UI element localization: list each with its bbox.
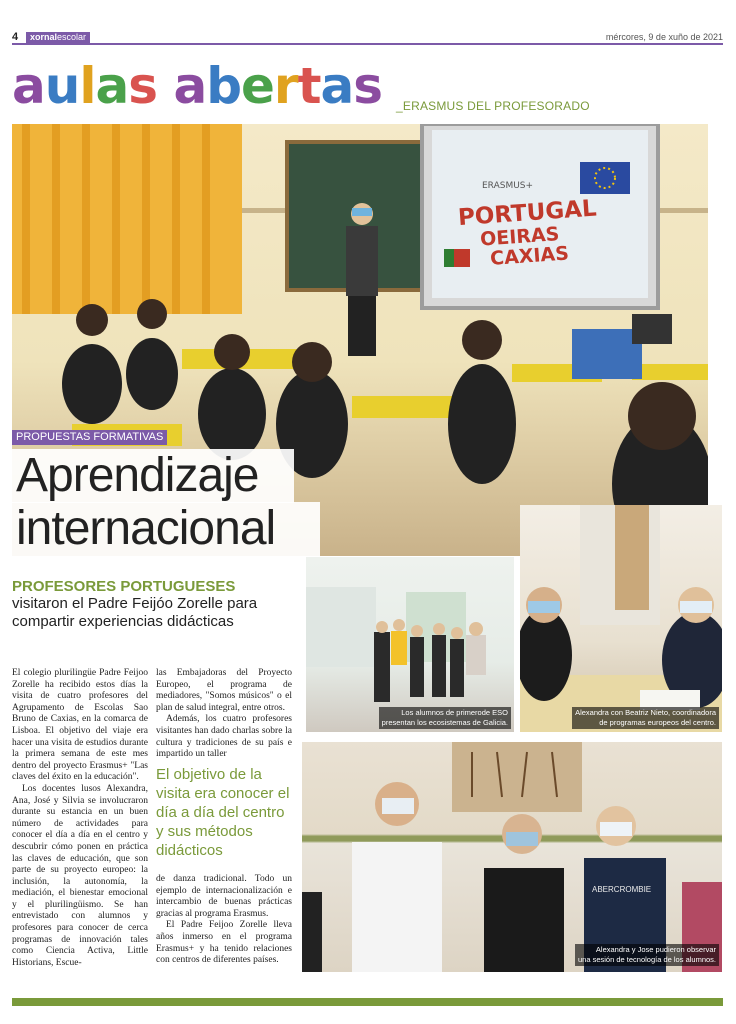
section-kicker: _ERASMUS DEL PROFESORADO xyxy=(396,99,590,113)
slide-line3: CAXIAS xyxy=(489,242,570,270)
photo-students xyxy=(306,557,514,732)
slide-line1: PORTUGAL xyxy=(457,195,598,232)
header-rule xyxy=(12,43,723,45)
subtitle-rest: visitaron el Padre Feijóo Zorelle para compartir experiencias didácticas xyxy=(12,595,258,630)
issue-date: mércores, 9 de xuño de 2021 xyxy=(605,32,723,42)
slide-small-text: ERASMUS+ xyxy=(482,181,534,191)
students-illustration xyxy=(306,557,514,732)
section-title-letter: a xyxy=(12,57,45,115)
paragraph: las Embajadoras del Proyecto Europeo, el programa de mediadores, "Somos músicos" o el plan de salud integral, entre otros. xyxy=(156,668,292,713)
technology-illustration xyxy=(302,742,722,972)
paragraph: Los docentes lusos Alexandra, Ana, José y Silvia se involucraron durante su estancia en un buen número de actividades para conocer el día a día en el centro y descubrir cómo ponen en práctica las claves de educación, que son parte de su proyecto europeo: la inclusión, la autonomía, la mediación, el bienestar emocional y el plurilingüismo. Se han entrevistado con alumnos y profesores para conocer de cerca programas de innovación tales como Ciencia Activa, Little Historians, Escue- xyxy=(12,783,148,968)
article-column-2 xyxy=(156,668,292,761)
caption-line: presentan los ecosistemas de Galicia. xyxy=(381,718,508,727)
brand-light: escolar xyxy=(57,32,87,42)
section-title-letter: s xyxy=(128,57,158,115)
paragraph: Además, los cuatro profesores visitantes han dado charlas sobre la cultura y tradiciones de su país e impartido un taller xyxy=(156,714,292,760)
photo-coordinators xyxy=(520,505,722,732)
photo-technology-caption xyxy=(575,944,719,966)
section-title-letter: b xyxy=(206,57,241,115)
section-title-letter xyxy=(157,54,173,118)
photo-technology xyxy=(302,742,722,972)
headline-line1: Aprendizaje xyxy=(12,449,294,503)
coordinators-illustration xyxy=(520,505,722,732)
shirt-text: ABERCROMBIE xyxy=(592,885,652,894)
article-column-2-continued xyxy=(156,874,292,967)
article-column-1 xyxy=(12,668,148,969)
photo-students-caption xyxy=(379,707,511,729)
section-title-letter: l xyxy=(79,57,96,115)
section-title-letter: s xyxy=(353,57,382,115)
section-title-letter: r xyxy=(273,57,298,115)
caption-line: Alexandra y Jose pudieron observar xyxy=(595,945,716,954)
photo-coordinators-caption xyxy=(572,707,719,729)
section-title-letter: e xyxy=(240,57,274,115)
page-number: 4 xyxy=(12,31,19,43)
footer-bar xyxy=(12,998,723,1006)
section-title-letter: a xyxy=(95,57,129,115)
page-header xyxy=(12,31,723,45)
paragraph: El colegio plurilingüe Padre Feijoo Zorelle ha recibido estos días la visita de cuatro profesores del Agrupamento de Escolas Sao Bruno de Caxias, en la comarca de Lisboa. El objetivo del viaje era hacer una visita de estudios durante la primera semana de este mes dentro del proyecto Erasmus+ "Las claves del éxito en la educación". xyxy=(12,668,148,783)
caption-line: una sesión de tecnología de los alumnos. xyxy=(577,955,716,964)
section-title-letter: a xyxy=(173,57,207,115)
caption-line: Alexandra con Beatriz Nieto, coordinadora xyxy=(575,708,716,717)
section-title-letter: u xyxy=(44,57,80,115)
section-title xyxy=(12,54,382,118)
pull-quote: El objetivo de la visita era conocer el día a día del centro y sus métodos didácticos xyxy=(156,766,290,859)
brand-bold: xornal xyxy=(30,32,58,42)
paragraph: de danza tradicional. Todo un ejemplo de internacionalización e intercambio de buenas prácticas gracias al programa Erasmus. xyxy=(156,874,292,919)
section-title-letter: t xyxy=(297,57,321,115)
article-kicker: PROPUESTAS FORMATIVAS xyxy=(12,430,167,445)
paragraph: El Padre Feijoo Zorelle lleva años inmerso en el programa Erasmus+ y ha tenido relaciones con centros de diferentes países. xyxy=(156,920,292,966)
section-title-letter: a xyxy=(320,57,354,115)
caption-line: Los alumnos de primerode ESO xyxy=(401,708,508,717)
subtitle-bold: PROFESORES PORTUGUESES xyxy=(12,578,236,595)
brand-logo xyxy=(26,32,90,43)
headline-line2: internacional xyxy=(12,502,320,556)
caption-line: de programas europeos del centro. xyxy=(599,718,716,727)
slide-line2: OEIRAS xyxy=(479,223,561,251)
